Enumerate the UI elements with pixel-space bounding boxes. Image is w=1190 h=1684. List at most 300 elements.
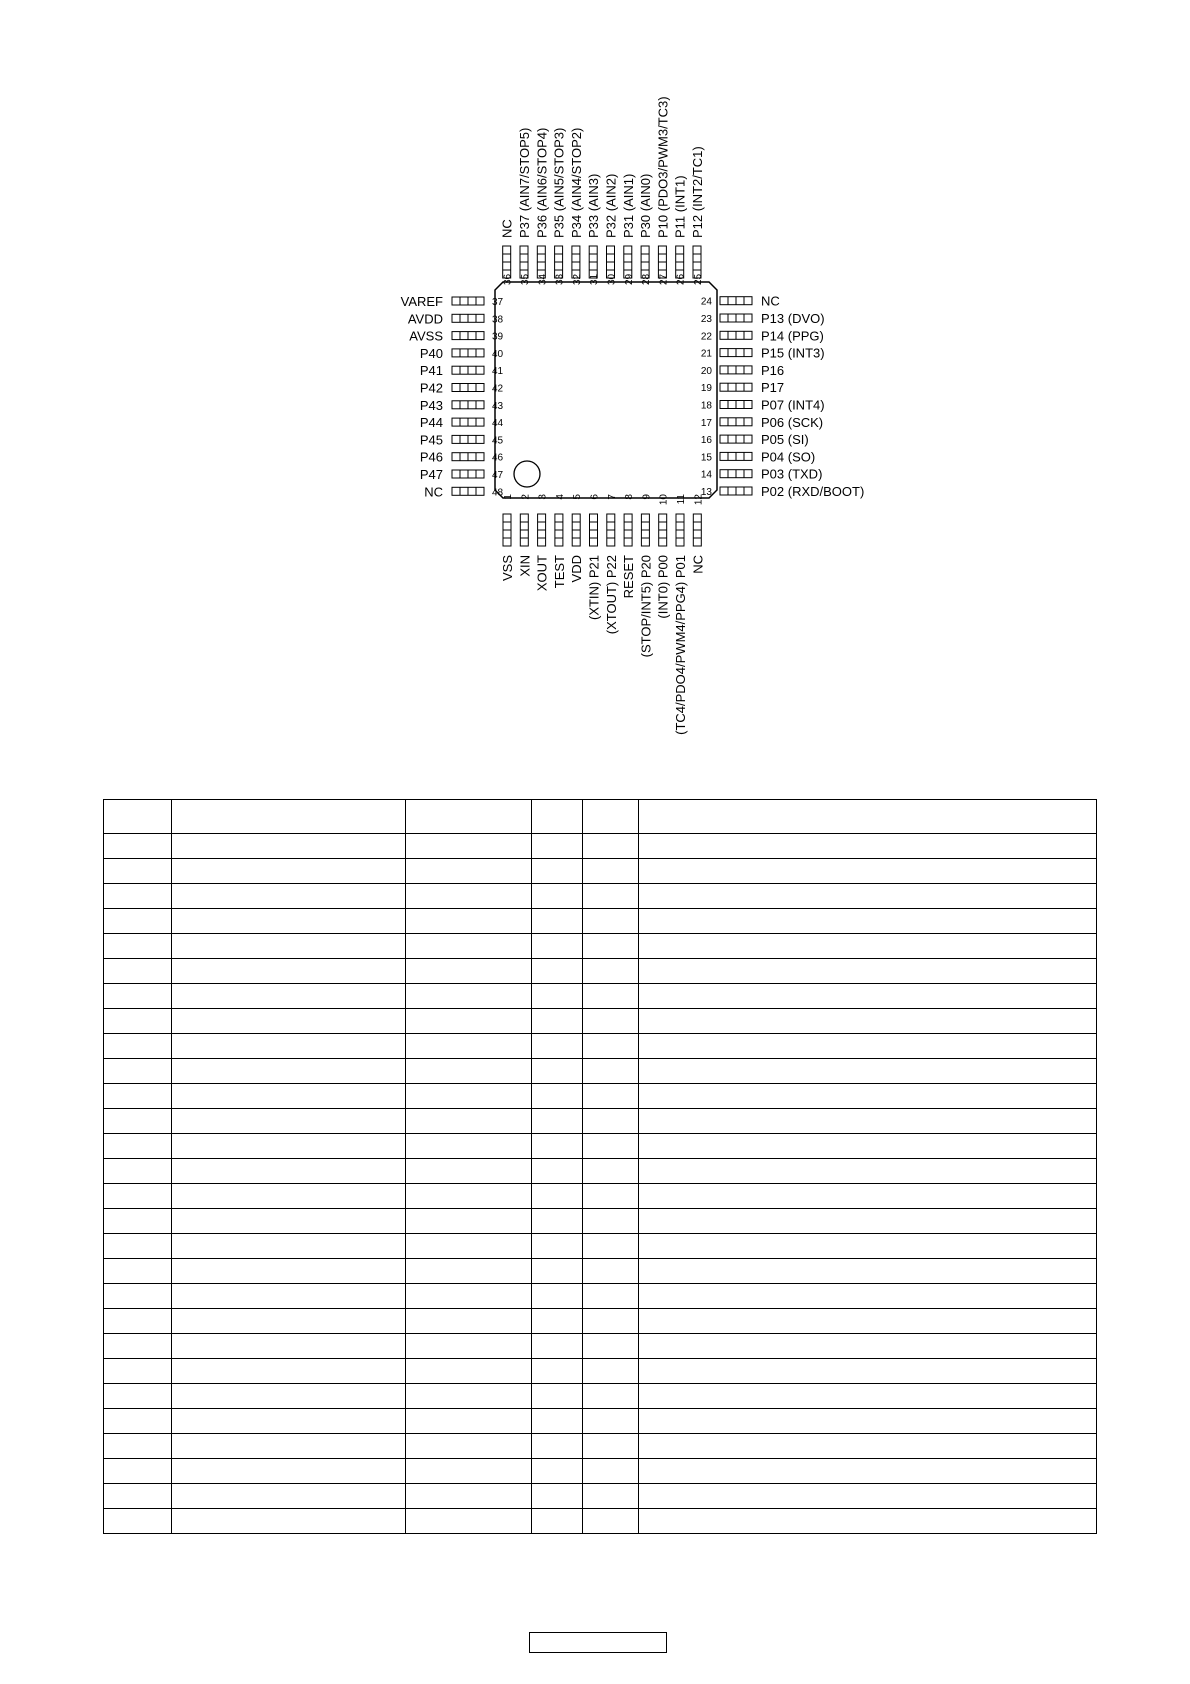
table-cell	[406, 1284, 532, 1309]
table-cell	[583, 884, 639, 909]
table-cell	[172, 1309, 406, 1334]
pin-14	[701, 467, 823, 482]
pin-number: 17	[700, 417, 712, 429]
pin1-index-mark	[514, 461, 540, 487]
table-cell	[172, 884, 406, 909]
pin-number: 26	[675, 273, 687, 285]
table-row	[104, 1409, 1097, 1434]
table-header-cell	[172, 800, 406, 834]
table-cell	[104, 1484, 172, 1509]
table-row	[104, 934, 1097, 959]
pin-label: P35 (AIN5/STOP3)	[551, 127, 567, 238]
table-cell	[639, 1184, 1097, 1209]
table-cell	[172, 1234, 406, 1259]
table-cell	[172, 859, 406, 884]
table-cell	[104, 1084, 172, 1109]
table-cell	[639, 1209, 1097, 1234]
table-cell	[532, 1259, 583, 1284]
table-cell	[532, 1109, 583, 1134]
pin-43	[420, 398, 504, 413]
table-cell	[639, 1234, 1097, 1259]
table-cell	[172, 1259, 406, 1284]
pin-label: P30 (AIN0)	[638, 173, 654, 238]
table-cell	[532, 1509, 583, 1534]
pin-30	[604, 174, 619, 285]
pin-label: (XTOUT) P22	[603, 555, 619, 635]
pin-label: P05 (SI)	[761, 432, 809, 448]
table-cell	[172, 984, 406, 1009]
table-row	[104, 959, 1097, 984]
pin-15	[701, 449, 815, 464]
pin-13	[701, 484, 864, 499]
table-cell	[532, 1059, 583, 1084]
table-cell	[406, 1259, 532, 1284]
pin-number: 36	[502, 273, 514, 285]
pin-number: 24	[700, 296, 712, 308]
pin-label: P14 (PPG)	[761, 328, 824, 344]
pin-label: P13 (DVO)	[761, 311, 825, 326]
pin-label: P17	[761, 380, 785, 396]
table-cell	[639, 834, 1097, 859]
table-cell	[639, 1334, 1097, 1359]
table-cell	[532, 1234, 583, 1259]
pin-24	[701, 294, 780, 309]
pin-label: P40	[419, 345, 443, 361]
table-cell	[532, 859, 583, 884]
pin-label: (XTIN) P21	[586, 555, 602, 621]
table-row	[104, 1134, 1097, 1159]
pin-number: 39	[492, 331, 504, 343]
table-cell	[406, 909, 532, 934]
table-cell	[406, 934, 532, 959]
pin-number: 2	[520, 494, 532, 500]
table-cell	[172, 1034, 406, 1059]
pin-number: 34	[537, 273, 549, 285]
table-cell	[639, 1384, 1097, 1409]
pin-label: AVSS	[409, 328, 443, 344]
table-row	[104, 1034, 1097, 1059]
table-cell	[583, 1184, 639, 1209]
table-row	[104, 1184, 1097, 1209]
pin-label: AVDD	[407, 311, 443, 327]
pin-46	[420, 450, 504, 465]
pin-description-table	[103, 799, 1097, 1534]
pin-label: VSS	[500, 555, 515, 582]
pin-number: 19	[700, 383, 712, 395]
pin-number: 45	[492, 435, 504, 447]
pin-label: P02 (RXD/BOOT)	[761, 484, 865, 499]
table-cell	[172, 1009, 406, 1034]
pin-label: P15 (INT3)	[761, 345, 825, 361]
table-cell	[406, 1109, 532, 1134]
table-row	[104, 859, 1097, 884]
table-cell	[406, 984, 532, 1009]
table-cell	[104, 1259, 172, 1284]
table-cell	[104, 1209, 172, 1234]
table-cell	[172, 909, 406, 934]
table-cell	[583, 1459, 639, 1484]
pin-20	[701, 363, 784, 378]
pin-34	[534, 128, 549, 285]
table-cell	[406, 1084, 532, 1109]
page-number-box	[529, 1632, 667, 1653]
pin-label: P36 (AIN6/STOP4)	[534, 127, 550, 238]
table-row	[104, 1059, 1097, 1084]
pin-2	[517, 494, 532, 577]
pin-number: 43	[492, 400, 504, 412]
table-row	[104, 1384, 1097, 1409]
table-cell	[104, 1384, 172, 1409]
table-cell	[532, 884, 583, 909]
pin-number: 13	[700, 487, 712, 498]
table-row	[104, 1259, 1097, 1284]
table-cell	[583, 1259, 639, 1284]
pin-label: NC	[761, 293, 780, 309]
pin-label: (INT0) P00	[655, 555, 671, 619]
pin-28	[638, 174, 653, 285]
pin-31	[586, 174, 601, 285]
table-cell	[583, 834, 639, 859]
table-cell	[406, 1334, 532, 1359]
pin-number: 1	[503, 494, 514, 500]
table-cell	[583, 1134, 639, 1159]
table-cell	[639, 934, 1097, 959]
pin-label: XOUT	[534, 555, 550, 592]
table-cell	[532, 909, 583, 934]
table-cell	[172, 1484, 406, 1509]
pin-label: P31 (AIN1)	[620, 173, 636, 238]
pin-44	[420, 415, 504, 430]
pin-number: 8	[624, 494, 636, 500]
table-cell	[104, 1234, 172, 1259]
pin-label: VDD	[569, 555, 585, 583]
pin-37	[401, 294, 504, 309]
table-cell	[639, 859, 1097, 884]
table-cell	[532, 1359, 583, 1384]
pin-29	[621, 174, 636, 285]
pin-number: 42	[492, 383, 504, 395]
table-cell	[172, 1409, 406, 1434]
pin-label: P10 (PDO3/PWM3/TC3)	[655, 96, 671, 238]
table-cell	[583, 1309, 639, 1334]
pin-label: P03 (TXD)	[761, 466, 823, 482]
table-cell	[583, 959, 639, 984]
table-cell	[583, 1509, 639, 1534]
table-row	[104, 1459, 1097, 1484]
table-row	[104, 884, 1097, 909]
table-cell	[532, 984, 583, 1009]
table-cell	[172, 1059, 406, 1084]
pin-32	[569, 128, 584, 285]
table-cell	[406, 1384, 532, 1409]
table-cell	[583, 984, 639, 1009]
pin-label: P46	[419, 449, 443, 465]
pin-25	[690, 146, 705, 285]
pin-label: P34 (AIN4/STOP2)	[568, 127, 584, 238]
table-cell	[172, 1334, 406, 1359]
table-cell	[583, 859, 639, 884]
table-cell	[406, 1409, 532, 1434]
pin-label: VAREF	[400, 294, 443, 309]
pin-label: P06 (SCK)	[761, 414, 824, 430]
table-cell	[583, 1059, 639, 1084]
pin-number: 23	[700, 314, 712, 325]
pin-19	[701, 380, 784, 395]
table-row	[104, 1209, 1097, 1234]
table-cell	[532, 1209, 583, 1234]
table-header-cell	[532, 800, 583, 834]
table-cell	[406, 1234, 532, 1259]
table-cell	[532, 959, 583, 984]
table-cell	[104, 1159, 172, 1184]
table-cell	[104, 1009, 172, 1034]
table-cell	[172, 1509, 406, 1534]
table-cell	[532, 1084, 583, 1109]
pin-6	[587, 494, 602, 620]
table-cell	[172, 959, 406, 984]
table-row	[104, 1284, 1097, 1309]
table-cell	[406, 1209, 532, 1234]
table-header-cell	[406, 800, 532, 834]
table-cell	[104, 984, 172, 1009]
table-cell	[104, 909, 172, 934]
pin-label: (TC4/PDO4/PWM4/PPG4) P01	[673, 555, 688, 735]
table-cell	[172, 1209, 406, 1234]
table-cell	[104, 1334, 172, 1359]
table-cell	[172, 1284, 406, 1309]
pin-number: 11	[676, 494, 687, 505]
pin-45	[420, 432, 504, 447]
pin-number: 4	[554, 494, 566, 500]
table-cell	[583, 1409, 639, 1434]
pin-number: 16	[700, 435, 712, 447]
pin-12	[690, 494, 705, 574]
table-cell	[104, 1284, 172, 1309]
table-cell	[583, 1434, 639, 1459]
table-cell	[639, 1509, 1097, 1534]
table-cell	[639, 959, 1097, 984]
pin-33	[552, 128, 567, 285]
table-cell	[532, 1284, 583, 1309]
pin-number: 12	[693, 494, 705, 506]
pin-label: P42	[419, 380, 443, 396]
table-cell	[639, 1434, 1097, 1459]
table-cell	[532, 1484, 583, 1509]
table-row	[104, 984, 1097, 1009]
pin-8	[621, 494, 636, 599]
pin-label: P11 (INT1)	[672, 175, 688, 238]
table-cell	[532, 1309, 583, 1334]
table-row	[104, 1509, 1097, 1534]
pin-label: P04 (SO)	[761, 449, 816, 465]
table-cell	[583, 1009, 639, 1034]
pin-label: P44	[419, 415, 443, 431]
table-cell	[406, 1359, 532, 1384]
table-row	[104, 1084, 1097, 1109]
table-cell	[104, 1134, 172, 1159]
pin-number: 32	[571, 273, 583, 285]
table-cell	[532, 1159, 583, 1184]
pin-label: NC	[499, 219, 515, 238]
table-cell	[406, 959, 532, 984]
pin-number: 14	[700, 469, 712, 481]
pin-number: 21	[700, 348, 712, 360]
table-cell	[532, 1134, 583, 1159]
pin-label: P12 (INT2/TC1)	[690, 146, 705, 238]
table-cell	[639, 1459, 1097, 1484]
pin-label: P32 (AIN2)	[603, 173, 619, 238]
table-cell	[532, 834, 583, 859]
table-cell	[532, 1034, 583, 1059]
table-cell	[532, 1009, 583, 1034]
table-cell	[104, 1059, 172, 1084]
table-cell	[172, 1459, 406, 1484]
table-cell	[406, 1434, 532, 1459]
pin-label: P45	[419, 432, 443, 448]
pin-number: 20	[700, 365, 712, 377]
pin-number: 40	[492, 348, 504, 360]
pin-label: RESET	[621, 555, 637, 599]
pin-40	[420, 346, 504, 361]
pin-number: 47	[492, 470, 504, 481]
table-cell	[406, 1184, 532, 1209]
table-cell	[406, 1509, 532, 1534]
pin-1	[500, 494, 515, 581]
pin-label: P16	[761, 362, 785, 378]
table-cell	[172, 1434, 406, 1459]
pin-number: 35	[520, 273, 531, 285]
table-cell	[172, 934, 406, 959]
pin-label: TEST	[551, 555, 567, 589]
pin-48	[424, 484, 503, 499]
table-cell	[639, 1059, 1097, 1084]
pin-number: 46	[492, 452, 504, 464]
table-cell	[532, 1459, 583, 1484]
table-cell	[104, 834, 172, 859]
table-cell	[406, 1034, 532, 1059]
pin-number: 41	[492, 366, 504, 378]
pin-number: 28	[641, 273, 653, 285]
table-cell	[104, 1109, 172, 1134]
pin-number: 18	[700, 400, 712, 412]
pin-label: P47	[419, 467, 443, 482]
pin-10	[656, 494, 671, 619]
pin-label: NC	[690, 555, 706, 574]
pin-number: 15	[700, 452, 712, 464]
pin-number: 9	[641, 494, 653, 500]
table-cell	[639, 1109, 1097, 1134]
table-cell	[639, 884, 1097, 909]
table-header-cell	[639, 800, 1097, 834]
pin-number: 33	[554, 273, 566, 285]
pin-26	[673, 175, 688, 285]
table-cell	[583, 1159, 639, 1184]
table-cell	[583, 1234, 639, 1259]
table-cell	[172, 1134, 406, 1159]
pin-number: 22	[700, 331, 712, 343]
table-cell	[104, 1309, 172, 1334]
table-cell	[583, 909, 639, 934]
pin-22	[701, 328, 824, 343]
pin-18	[701, 398, 825, 413]
table-header-cell	[104, 800, 172, 834]
table-cell	[639, 909, 1097, 934]
table-cell	[406, 1134, 532, 1159]
pin-42	[420, 381, 504, 396]
table-cell	[639, 1034, 1097, 1059]
table-cell	[406, 1009, 532, 1034]
pin-number: 5	[572, 494, 584, 500]
table-cell	[104, 1409, 172, 1434]
pin-number: 7	[606, 494, 618, 500]
table-cell	[532, 1184, 583, 1209]
table-cell	[172, 1159, 406, 1184]
pin-17	[701, 415, 823, 430]
table-cell	[104, 1359, 172, 1384]
table-row	[104, 909, 1097, 934]
table-cell	[639, 1309, 1097, 1334]
table-cell	[639, 1084, 1097, 1109]
pin-3	[535, 494, 550, 592]
table-cell	[104, 859, 172, 884]
table-row	[104, 1334, 1097, 1359]
pin-number: 37	[492, 297, 504, 308]
pin-5	[569, 494, 584, 583]
pin-number: 6	[589, 494, 601, 500]
table-cell	[639, 1159, 1097, 1184]
table-row	[104, 1484, 1097, 1509]
table-header-row	[104, 800, 1097, 834]
table-cell	[639, 1134, 1097, 1159]
table-cell	[104, 959, 172, 984]
table-row	[104, 834, 1097, 859]
table-cell	[583, 934, 639, 959]
ic-pinout-diagram	[0, 0, 1190, 760]
pin-47	[420, 467, 504, 482]
table-cell	[172, 1084, 406, 1109]
table-cell	[104, 884, 172, 909]
table-row	[104, 1309, 1097, 1334]
table-cell	[172, 1184, 406, 1209]
table-cell	[532, 934, 583, 959]
table-row	[104, 1434, 1097, 1459]
table-cell	[406, 1459, 532, 1484]
table-cell	[104, 1509, 172, 1534]
pin-9	[638, 494, 653, 658]
pin-number: 30	[606, 273, 618, 285]
table-cell	[104, 1434, 172, 1459]
table-cell	[104, 1034, 172, 1059]
table-row	[104, 1159, 1097, 1184]
table-cell	[406, 1059, 532, 1084]
pin-label: XIN	[517, 555, 533, 577]
pin-label: (STOP/INT5) P20	[638, 555, 654, 658]
ic-package-body	[495, 282, 717, 498]
table-cell	[406, 1159, 532, 1184]
table-cell	[639, 984, 1097, 1009]
pin-4	[552, 494, 567, 589]
table-cell	[406, 859, 532, 884]
pin-number: 27	[658, 273, 670, 285]
table-cell	[104, 1459, 172, 1484]
table-row	[104, 1009, 1097, 1034]
table-cell	[583, 1334, 639, 1359]
table-cell	[104, 934, 172, 959]
pin-label: P43	[419, 397, 443, 413]
table-cell	[583, 1034, 639, 1059]
table-row	[104, 1109, 1097, 1134]
table-cell	[406, 1309, 532, 1334]
